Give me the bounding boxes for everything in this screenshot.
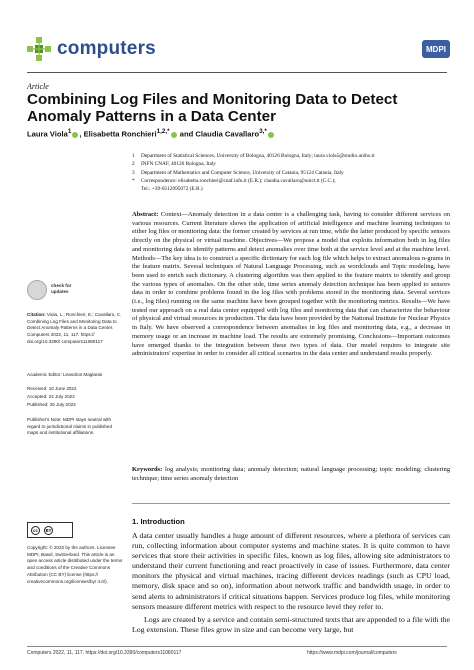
keywords-label: Keywords: bbox=[132, 466, 163, 473]
affil-num: * bbox=[132, 177, 135, 184]
affil-num: 2 bbox=[132, 161, 135, 168]
date-accepted: Accepted: 22 July 2022 bbox=[27, 394, 75, 399]
date-received: Received: 10 June 2022 bbox=[27, 386, 77, 391]
footer-citation[interactable]: Computers 2022, 11, 117. https://doi.org/10.3390/computers11080117 bbox=[27, 650, 182, 656]
affil-num: 1 bbox=[132, 153, 135, 159]
article-type: Article bbox=[27, 82, 49, 91]
affil-text: Department of Statistical Sciences, University of Bologna, 40126 Bologna, Italy; laura.viola5@studio.unibo.it bbox=[141, 153, 375, 159]
affil-text: Correspondence: elisabetta.ronchieri@cnaf.infn.it (E.R.); claudia.cavallaro@unict.it (C.C.); bbox=[141, 177, 336, 184]
abstract-label: Abstract: bbox=[132, 211, 159, 218]
citation-label: Citation: bbox=[27, 312, 46, 317]
paper-title: Combining Log Files and Monitoring Data to Detect Anomaly Patterns in a Data Center bbox=[27, 91, 398, 125]
copyright-notice: Copyright: © 2022 by the authors. Licensee MDPI, Basel, Switzerland. This article is an open access article distributed under the terms and conditions of the Creative Commons Attribution (CC BY) license (https:// creativecommons.org/licenses/by/ 4.0/). bbox=[27, 545, 123, 584]
check-updates-line: check for bbox=[51, 283, 72, 288]
journal-logo-icon bbox=[27, 37, 51, 61]
author-name: Claudia Cavallaro bbox=[195, 129, 260, 139]
cc-license-badge[interactable] bbox=[27, 522, 73, 538]
publisher-note: Publisher's Note: MDPI stays neutral with regard to jurisdictional claims in published maps and institutional affiliations. bbox=[27, 417, 113, 436]
orcid-icon[interactable] bbox=[171, 132, 177, 138]
publisher-logo: MDPI bbox=[422, 40, 450, 58]
date-published: Published: 26 July 2022 bbox=[27, 402, 76, 407]
author-sup: 1,2,* bbox=[156, 128, 170, 135]
author-name: Elisabetta Ronchieri bbox=[83, 129, 157, 139]
author-sup: 3,* bbox=[259, 128, 267, 135]
check-updates-icon[interactable] bbox=[27, 280, 47, 300]
journal-name: computers bbox=[57, 38, 156, 59]
author-list: Laura Viola$^1$ , Elisabetta Ronchieri$^{1,2,*}$ and Claudia Cavallaro$^{3,*}$ bbox=[27, 128, 275, 139]
orcid-icon[interactable] bbox=[268, 132, 274, 138]
affil-num: 3 bbox=[132, 169, 135, 176]
header-rule bbox=[27, 72, 447, 73]
intro-paragraph-1: A data center usually handles a huge amount of different resources, where a plethora of services can run, collecting information about computer systems and machine states. It is quite common to have services that store their activities in specific files, known as log files, allowing site administrators to understand their current functioning and react proactively in case of issues. Furthermore, data center monitors the physical and virtual machines, tracing different devices readings (such as CPU load, memory, disk space and so on), information about network traffic and bandwidth usage, in order to send alerts to administrators if critical situations happen. Services produce log files, while monitoring sensors measure different metrics with respect to the resource level they refer to. bbox=[132, 531, 450, 611]
author-sup: 1 bbox=[67, 128, 72, 135]
affil-text: INFN CNAF, 40126 Bologna, Italy bbox=[141, 161, 216, 168]
abstract bbox=[132, 211, 450, 359]
section-heading: 1. Introduction bbox=[132, 517, 185, 526]
by-icon: BY bbox=[45, 527, 52, 533]
citation-text: Viola, L.; Ronchieri, E.; Cavallaro, C. Combining Log Files and Monitoring Data to Detect Anomaly Patterns in a Data Center. Computers 2022, 11, 117. https:// doi.org/10.3390/ computers11080117 bbox=[27, 312, 122, 344]
orcid-icon[interactable] bbox=[72, 132, 78, 138]
footer-rule bbox=[27, 646, 447, 647]
cc-icon: cc bbox=[31, 526, 40, 535]
intro-paragraph-2: Logs are created by a service and contain semi-structured texts that are appended to a file with the Log extension. These files grow in size and can become very large, but bbox=[132, 615, 450, 635]
citation-block bbox=[27, 312, 123, 346]
footer-url[interactable]: https://www.mdpi.com/journal/computers bbox=[307, 650, 397, 656]
keywords-text: log analysis; monitoring data; anomaly detection; natural language processing; topic modeling; clustering technique; time series anomaly detection bbox=[132, 466, 451, 482]
affil-num bbox=[132, 185, 141, 193]
check-updates-line: updates bbox=[51, 288, 69, 294]
author-name: Laura Viola bbox=[27, 129, 68, 139]
keywords-rule bbox=[132, 503, 450, 504]
academic-editor: Academic Editor: Leandros Maglaras bbox=[27, 372, 103, 377]
affil-text: Department of Mathematics and Computer Science, University of Catania, 95124 Catania, Italy bbox=[141, 169, 344, 176]
affil-text: Tel.: +39-0512095072 (E.R.) bbox=[141, 186, 203, 193]
check-updates-label[interactable] bbox=[51, 283, 71, 294]
keywords bbox=[132, 466, 450, 483]
affiliations bbox=[132, 152, 452, 193]
abstract-text: Context—Anomaly detection in a data center is a challenging task, having to consider different services on various resources. Current literature shows the application of artificial intelligence and machine learning techniques to either log files or monitoring data: the former created by services at run time, while the latter produced by specific sensors directly on the physical or virtual machine. Objectives—We propose a model that exploits information both in log files and monitoring data to identify patterns and detect anomalies over time both at the service level and at the machine level. Methods—The key idea is to construct a specific dictionary for each log file which helps to extract anomalous n-grams in the feature matrix. Several techniques of Natural Language Processing, such as wordclouds and Topic modeling, have been used to enrich such dictionary. A clustering algorithm was then applied to the feature matrix to identify and group the various types of anomalies. On the other side, time series anomaly detection technique has been applied to sensors data in order to combine problems found in the log files with problems stored in the monitoring data. Several services (i.e., log files) running on the same machine have been grouped together with the monitoring metrics. Results—We have tested our approach on a real data center equipped with log files and monitoring data that can characterize the behaviour of physical and virtual resources in production. The data have been provided by the National Institute for Nuclear Physics in Italy. We have observed a correspondence between anomalies in log files and monitoring data, e.g., a decrease in memory usage or an increase in machine load. The results are extremely promising. Conclusions—Important outcomes have emerged thanks to the integration between these two types of data. Our model requires to integrate site administrators' expertise in order to consider all critical scenarios in the data center and understand results properly. bbox=[132, 211, 451, 358]
